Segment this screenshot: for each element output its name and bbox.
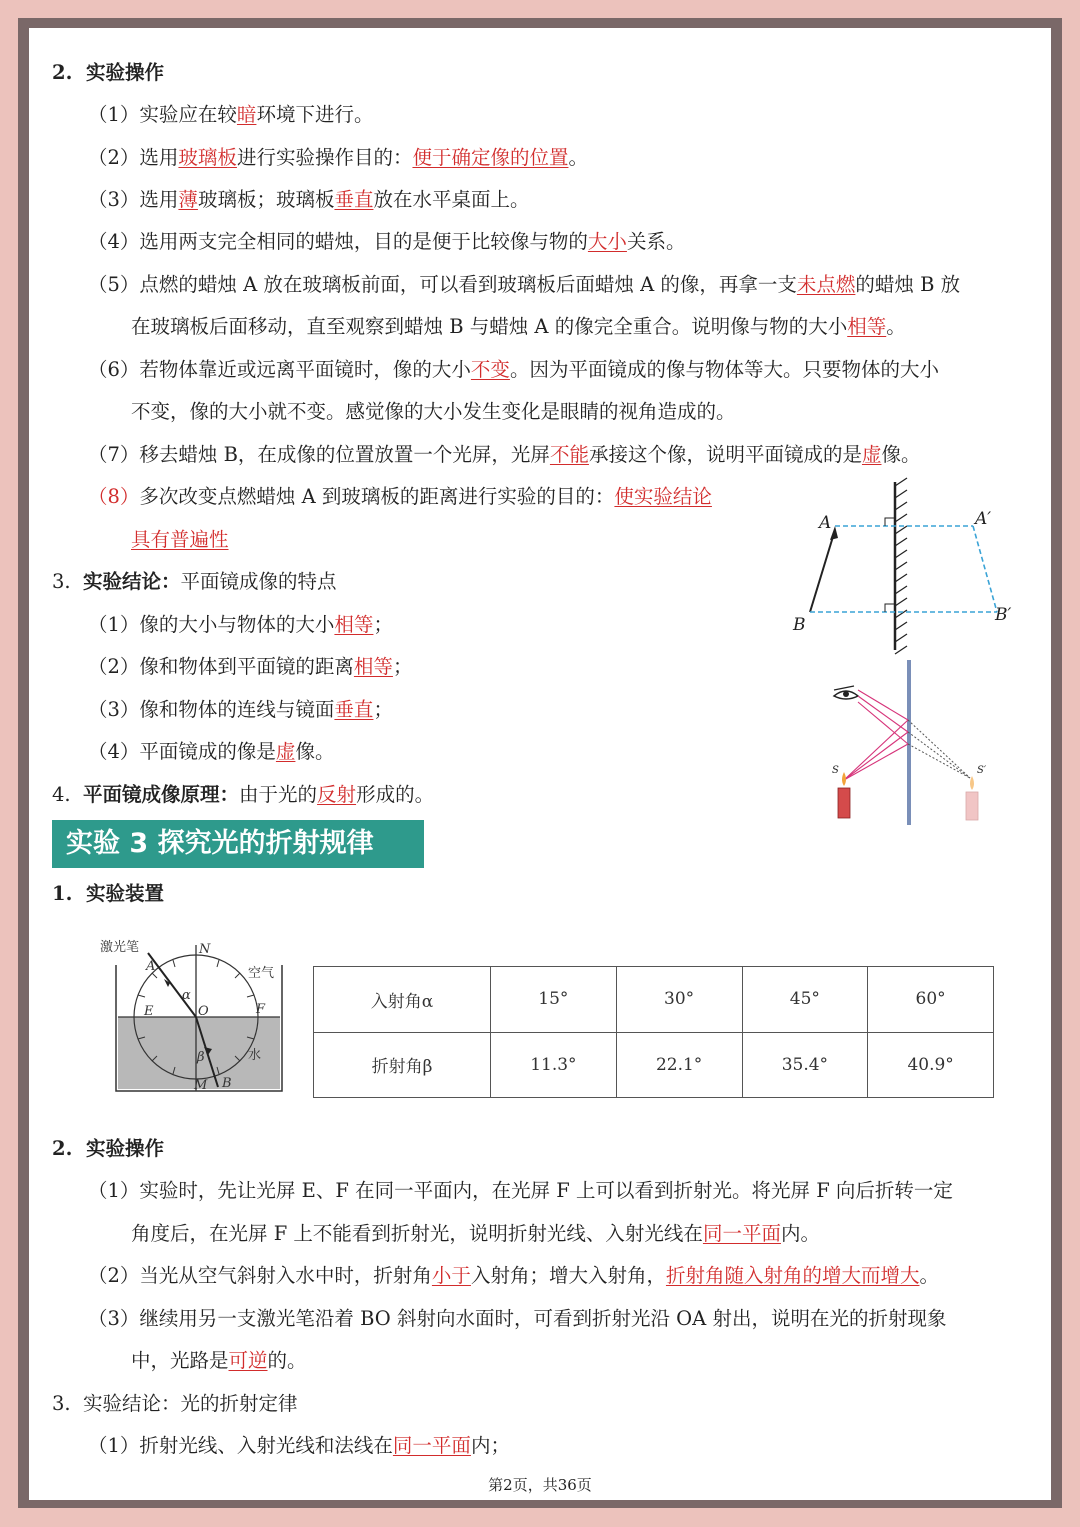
op-line-1: （1）实验应在较暗环境下进行。 — [88, 103, 374, 126]
label-laser: 激光笔 — [100, 940, 140, 955]
plane-mirror-diagram — [785, 478, 1045, 658]
op-line-8b: 具有普遍性 — [131, 528, 229, 551]
concl-line-1: （1）像的大小与物体的大小相等； — [88, 613, 393, 636]
candle-mirror-diagram — [820, 660, 1000, 825]
label-A-prime: A′ — [975, 509, 992, 529]
page-footer: 第2页，共36页 — [488, 1476, 592, 1494]
candle-icon — [838, 772, 850, 818]
table-row-label: 入射角α — [314, 967, 491, 1033]
label-A: A — [819, 513, 832, 533]
table-cell: 15° — [491, 967, 617, 1033]
refraction-angle-table — [313, 966, 994, 1098]
label-air: 空气 — [248, 966, 275, 981]
experiment-3-banner: 实验 3 探究光的折射规律 — [52, 820, 424, 868]
label-N: N — [199, 942, 211, 957]
label-M: M — [194, 1078, 208, 1093]
op2-line-3b: 中，光路是可逆的。 — [131, 1349, 307, 1372]
label-beta: β — [197, 1050, 205, 1065]
table-cell: 35.4° — [742, 1032, 868, 1098]
op2-line-3: （3）继续用另一支激光笔沿着 BO 斜射向水面时，可看到折射光沿 OA 射出，说明在光的折射现象 — [88, 1307, 947, 1330]
label-S: S — [832, 765, 839, 776]
concl2-line-1: （1）折射光线、入射光线和法线在同一平面内； — [88, 1434, 510, 1457]
section-3-title: 3. 实验结论：平面镜成像的特点 — [52, 570, 337, 593]
section-4-line: 4. 平面镜成像原理：由于光的反射形成的。 — [52, 783, 435, 806]
table-cell: 45° — [742, 967, 868, 1033]
eye-icon — [834, 686, 858, 699]
label-water: 水 — [248, 1048, 262, 1063]
label-O: O — [198, 1004, 209, 1019]
table-cell: 11.3° — [491, 1032, 617, 1098]
concl-line-4: （4）平面镜成的像是虚像。 — [88, 740, 335, 763]
op-line-7: （7）移去蜡烛 B，在成像的位置放置一个光屏，光屏不能承接这个像，说明平面镜成的是虚像。 — [88, 443, 921, 466]
label-alpha: α — [182, 988, 191, 1003]
op-line-6: （6）若物体靠近或远离平面镜时，像的大小不变。因为平面镜成的像与物体等大。只要物体的大小 — [88, 358, 939, 381]
table-cell: 30° — [616, 967, 742, 1033]
table-cell: 40.9° — [868, 1032, 994, 1098]
table-cell: 60° — [868, 967, 994, 1033]
candle-image-icon — [966, 776, 978, 820]
table-cell: 22.1° — [616, 1032, 742, 1098]
label-E: E — [144, 1004, 154, 1019]
op-line-8: （8）多次改变点燃蜡烛 A 到玻璃板的距离进行实验的目的：使实验结论 — [88, 485, 712, 508]
op-line-2: （2）选用玻璃板进行实验操作目的：便于确定像的位置。 — [88, 146, 588, 169]
op2-line-1b: 角度后，在光屏 F 上不能看到折射光，说明折射光线、入射光线在同一平面内。 — [131, 1222, 820, 1245]
concl-line-2: （2）像和物体到平面镜的距离相等； — [88, 655, 413, 678]
exp3-section-2-title: 2. 实验操作 — [52, 1137, 164, 1160]
table-row-label: 折射角β — [314, 1032, 491, 1098]
label-B-prime: B′ — [995, 605, 1012, 625]
op-line-6b: 不变，像的大小就不变。感觉像的大小发生变化是眼睛的视角造成的。 — [131, 400, 736, 423]
label-A-ray: A — [146, 959, 156, 974]
concl-line-3: （3）像和物体的连线与镜面垂直； — [88, 698, 393, 721]
op-line-5: （5）点燃的蜡烛 A 放在玻璃板前面，可以看到玻璃板后面蜡烛 A 的像，再拿一支未点燃的蜡烛 B 放 — [88, 273, 961, 296]
op-line-5b: 在玻璃板后面移动，直至观察到蜡烛 B 与蜡烛 A 的像完全重合。说明像与物的大小相等。 — [131, 315, 906, 338]
table-row — [314, 1032, 994, 1098]
exp3-section-1-title: 1. 实验装置 — [52, 882, 164, 905]
table-row — [314, 967, 994, 1033]
label-F: F — [256, 1002, 266, 1017]
section-2-title: 2. 实验操作 — [52, 61, 164, 84]
op2-line-1: （1）实验时，先让光屏 E、F 在同一平面内，在光屏 F 上可以看到折射光。将光屏 F 向后折转一定 — [88, 1179, 953, 1202]
label-B: B — [793, 615, 806, 635]
exp3-section-3-title: 3. 实验结论：光的折射定律 — [52, 1392, 298, 1415]
label-B-ray: B — [222, 1076, 232, 1091]
op-line-3: （3）选用薄玻璃板；玻璃板垂直放在水平桌面上。 — [88, 188, 530, 211]
op-line-4: （4）选用两支完全相同的蜡烛，目的是便于比较像与物的大小关系。 — [88, 230, 686, 253]
op2-line-2: （2）当光从空气斜射入水中时，折射角小于入射角；增大入射角，折射角随入射角的增大而增大。 — [88, 1264, 939, 1287]
refraction-apparatus-diagram — [98, 935, 298, 1095]
label-S-prime: S′ — [977, 765, 987, 776]
